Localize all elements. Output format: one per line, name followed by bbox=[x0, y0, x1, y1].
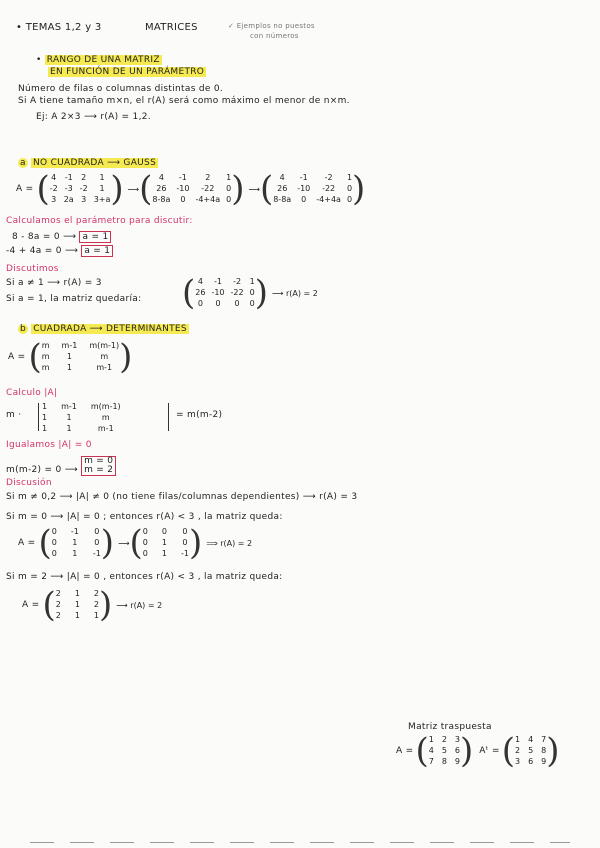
matrix-cell: -2 bbox=[49, 184, 58, 193]
disc-b-matrix-row: A = ( 0 -1 0 0 1 0 0 1 -1 ) ⟶ ( 0 0 0 0 1 0 0 1 -1 ) ⟹ r(A) = 2 bbox=[18, 523, 253, 563]
matrix-cell: 1 bbox=[428, 735, 434, 744]
matrix-cell: -1 bbox=[180, 549, 189, 558]
matrix-cell: 0 bbox=[94, 538, 100, 547]
disc-a-1: Si a ≠ 1 ⟶ r(A) = 3 bbox=[6, 278, 102, 288]
eq-b: m(m-2) = 0 ⟶ m = 0 m = 2 bbox=[6, 456, 116, 476]
disc-b3-matrix-row: A = ( 2 1 2 2 1 2 2 1 1 ) ⟶ r(A) = 2 bbox=[22, 585, 163, 625]
det-matrix bbox=[42, 402, 121, 434]
transpose-at-matrix bbox=[515, 735, 546, 767]
matrix-cell: 0 bbox=[51, 538, 57, 547]
disc-b-matrix-2 bbox=[143, 527, 189, 559]
matrix-cell: 26 bbox=[195, 288, 206, 297]
matrix-cell: 3+a bbox=[93, 195, 111, 204]
transpose-a-matrix bbox=[429, 735, 460, 767]
matrix-cell: -4+4a bbox=[316, 195, 341, 204]
matrix-cell: 1 bbox=[99, 173, 105, 182]
matrix-cell: 0 bbox=[215, 299, 221, 308]
matrix-cell: m(m-1) bbox=[90, 402, 121, 411]
matrix-prefix: A = bbox=[18, 538, 36, 548]
transpose-row: A = ( 1 2 3 4 5 6 7 8 9 ) Aᵗ = ( 1 4 7 2 5 8 3 6 9 ) bbox=[396, 731, 560, 771]
matrix-cell: 6 bbox=[528, 757, 534, 766]
matrix-cell: 1 bbox=[74, 589, 80, 598]
disc-a-2: Si a = 1, la matriz quedaría: bbox=[6, 294, 142, 304]
matrix-prefix: A = bbox=[16, 184, 34, 194]
matrix-cell: m-1 bbox=[96, 363, 113, 372]
matrix-cell: 1 bbox=[66, 352, 72, 361]
topics-label: • TEMAS 1,2 y 3 bbox=[16, 22, 102, 33]
matrix-cell: 0 bbox=[142, 549, 148, 558]
matrix-cell: m(m-1) bbox=[89, 341, 120, 350]
matrix-cell: -1 bbox=[299, 173, 308, 182]
matrix-cell: m bbox=[41, 363, 50, 372]
matrix-cell: 9 bbox=[454, 757, 461, 766]
matrix-cell: 4 bbox=[158, 173, 164, 182]
disc-a-matrix bbox=[195, 277, 254, 309]
matrix-cell: 4 bbox=[51, 173, 57, 182]
matrix-prefix: A = bbox=[22, 600, 40, 610]
matrix-cell: m-1 bbox=[97, 424, 114, 433]
matrix-cell: 1 bbox=[42, 424, 48, 433]
matrix-cell: 2 bbox=[55, 600, 61, 609]
matrix-cell: 1 bbox=[99, 184, 105, 193]
matrix-cell: m bbox=[100, 352, 109, 361]
matrix-cell: 1 bbox=[66, 363, 72, 372]
matrix-cell: 2 bbox=[514, 746, 521, 755]
matrix-b bbox=[42, 341, 119, 373]
matrix-cell: 0 bbox=[182, 527, 188, 536]
matrix-cell: -1 bbox=[214, 277, 222, 286]
matrix-cell: 1 bbox=[66, 424, 72, 433]
matrix-cell: 1 bbox=[72, 538, 78, 547]
matrix-cell: 26 bbox=[156, 184, 167, 193]
matrix-cell: 0 bbox=[301, 195, 307, 204]
matrix-cell: 0 bbox=[234, 299, 240, 308]
matrix-cell: 8 bbox=[541, 746, 547, 755]
matrix-cell: -4+4a bbox=[195, 195, 221, 204]
matrix-cell: 8-8a bbox=[152, 195, 171, 204]
eq-title: Igualamos |A| = 0 bbox=[6, 440, 92, 450]
matrix-cell: 3 bbox=[454, 735, 461, 744]
matrix-cell: 2 bbox=[55, 589, 61, 598]
part-b-heading: b CUADRADA ⟶ DETERMINANTES bbox=[20, 324, 187, 334]
section1-line-2: Si A tiene tamaño m×n, el r(A) será como máximo el menor de n×m. bbox=[18, 96, 350, 106]
matrix-cell: 0 bbox=[161, 527, 167, 536]
matrix-cell: 5 bbox=[528, 746, 534, 755]
disc-b3-matrix bbox=[56, 589, 99, 621]
matrix-cell: 3 bbox=[514, 757, 521, 766]
matrix-cell: -2 bbox=[233, 277, 242, 286]
matrix-cell: 2 bbox=[441, 735, 447, 744]
matrix-cell: 0 bbox=[226, 184, 232, 193]
matrix-a-step1 bbox=[152, 173, 231, 205]
section1-title-2: EN FUNCIÓN DE UN PARÁMETRO bbox=[50, 67, 205, 77]
matrix-cell: 0 bbox=[142, 527, 148, 536]
matrix-cell: 9 bbox=[541, 757, 547, 766]
matrix-cell: 1 bbox=[42, 413, 48, 422]
matrix-cell: 1 bbox=[72, 549, 78, 558]
matrix-cell: -1 bbox=[70, 527, 79, 536]
matrix-a-step2 bbox=[273, 173, 352, 205]
matrix-cell: 1 bbox=[74, 611, 80, 620]
matrix-cell: 0 bbox=[94, 527, 100, 536]
section1-title-1: • RANGO DE UNA MATRIZ bbox=[36, 55, 160, 65]
disc-b-2: Si m = 0 ⟶ |A| = 0 ; entonces r(A) < 3 , la matriz queda: bbox=[6, 512, 283, 522]
matrix-cell: 0 bbox=[346, 195, 353, 204]
matrix-cell: -22 bbox=[230, 288, 244, 297]
matrix-cell: -1 bbox=[92, 549, 101, 558]
matrix-cell: 26 bbox=[277, 184, 288, 193]
matrix-cell: 0 bbox=[226, 195, 232, 204]
matrix-cell: 1 bbox=[514, 735, 521, 744]
matrix-cell: 1 bbox=[74, 600, 80, 609]
matrix-cell: m-1 bbox=[61, 341, 78, 350]
calc-det-title: Calculo |A| bbox=[6, 388, 58, 398]
matrix-cell: 0 bbox=[182, 538, 188, 547]
transpose-a-prefix: A = bbox=[396, 746, 414, 756]
matrix-cell: 2 bbox=[93, 589, 100, 598]
matrix-cell: 7 bbox=[541, 735, 547, 744]
matrix-cell: 0 bbox=[142, 538, 148, 547]
calc-title: Calculamos el parámetro para discutir: bbox=[6, 216, 193, 226]
matrix-cell: 2a bbox=[63, 195, 74, 204]
matrix-cell: 3 bbox=[81, 195, 87, 204]
header-note-1: ✓ Ejemplos no puestos bbox=[228, 22, 315, 30]
matrix-cell: -22 bbox=[201, 184, 215, 193]
matrix-cell: 0 bbox=[197, 299, 203, 308]
disc-b-2-result: ⟹ r(A) = 2 bbox=[206, 538, 253, 548]
matrix-cell: 1 bbox=[42, 402, 48, 411]
matrix-cell: -22 bbox=[322, 184, 336, 193]
part-a-matrix-row: A = ( 4 -1 2 1 -2 -3 -2 1 3 2a 3 3+a ) ⟶ ( 4 -1 2 1 26 -10 -22 0 8-8a 0 -4+4a 0 ) ⟶ ( 4 -1 -2 1 26 -10 -22 0 8-8a 0 -4+4a 0 ) bbox=[16, 169, 366, 209]
matrix-cell: 6 bbox=[454, 746, 461, 755]
matrix-cell: 1 bbox=[66, 413, 72, 422]
matrix-cell: m bbox=[101, 413, 110, 422]
transpose-title: Matriz traspuesta bbox=[408, 722, 492, 732]
eq1: 8 - 8a = 0 ⟶ a = 1 bbox=[12, 232, 111, 242]
matrix-cell: m bbox=[41, 352, 50, 361]
matrix-cell: 0 bbox=[51, 527, 57, 536]
disc-a-result: ⟶ r(A) = 2 bbox=[271, 288, 318, 298]
matrix-cell: -10 bbox=[297, 184, 311, 193]
matrix-a-original bbox=[50, 173, 111, 205]
matrix-cell: 1 bbox=[249, 277, 255, 286]
matrix-cell: 3 bbox=[51, 195, 57, 204]
matrix-cell: -1 bbox=[178, 173, 187, 182]
matrix-cell: -1 bbox=[64, 173, 73, 182]
matrix-cell: 8-8a bbox=[273, 195, 292, 204]
matrix-cell: 8 bbox=[441, 757, 447, 766]
matrix-cell: 0 bbox=[180, 195, 186, 204]
matrix-cell: m-1 bbox=[61, 402, 77, 411]
matrix-cell: -10 bbox=[211, 288, 225, 297]
matrix-cell: 4 bbox=[428, 746, 434, 755]
matrix-cell: 0 bbox=[249, 288, 255, 297]
part-a-heading: a NO CUADRADA ⟶ GAUSS bbox=[20, 158, 157, 168]
matrix-cell: 4 bbox=[279, 173, 285, 182]
page-title: MATRICES bbox=[145, 22, 198, 33]
matrix-cell: 1 bbox=[346, 173, 353, 182]
discuss-b-title: Discusión bbox=[6, 478, 52, 488]
matrix-cell: 4 bbox=[197, 277, 203, 286]
matrix-cell: 1 bbox=[93, 611, 100, 620]
det-matrix-row bbox=[42, 402, 121, 434]
matrix-cell: 0 bbox=[346, 184, 353, 193]
disc-a-matrix-row: ( 4 -1 -2 1 26 -10 -22 0 0 0 0 0 ) ⟶ r(A) = 2 bbox=[182, 273, 318, 313]
matrix-cell: 2 bbox=[55, 611, 61, 620]
header-note-2: con números bbox=[250, 32, 299, 40]
section1-line-3: Ej: A 2×3 ⟶ r(A) = 1,2. bbox=[36, 112, 151, 122]
matrix-cell: -10 bbox=[176, 184, 190, 193]
matrix-cell: 7 bbox=[428, 757, 434, 766]
matrix-cell: 2 bbox=[93, 600, 100, 609]
discuss-a-title: Discutimos bbox=[6, 264, 59, 274]
eq2: -4 + 4a = 0 ⟶ a = 1 bbox=[6, 246, 113, 256]
det-result: = m(m-2) bbox=[176, 410, 223, 420]
disc-b-1: Si m ≠ 0,2 ⟶ |A| ≠ 0 (no tiene filas/columnas dependientes) ⟶ r(A) = 3 bbox=[6, 492, 358, 502]
matrix-cell: -2 bbox=[324, 173, 333, 182]
matrix-cell: 1 bbox=[161, 538, 167, 547]
matrix-cell: 2 bbox=[205, 173, 211, 182]
matrix-cell: 1 bbox=[161, 549, 167, 558]
det-prefix: m · bbox=[6, 410, 22, 420]
matrix-cell: 0 bbox=[51, 549, 57, 558]
matrix-cell: 5 bbox=[441, 746, 447, 755]
matrix-cell: -3 bbox=[64, 184, 73, 193]
transpose-at-prefix: Aᵗ = bbox=[479, 746, 500, 756]
part-b-matrix-row: A = ( m m-1 m(m-1) m 1 m m 1 m-1 ) bbox=[8, 337, 133, 377]
disc-b-3-result: ⟶ r(A) = 2 bbox=[116, 600, 163, 610]
matrix-cell: 1 bbox=[226, 173, 232, 182]
matrix-cell: 0 bbox=[249, 299, 255, 308]
matrix-cell: m bbox=[41, 341, 50, 350]
matrix-cell: 2 bbox=[81, 173, 87, 182]
disc-b-3: Si m = 2 ⟶ |A| = 0 , entonces r(A) < 3 , la matriz queda: bbox=[6, 572, 283, 582]
matrix-cell: -2 bbox=[79, 184, 88, 193]
matrix-cell: 4 bbox=[528, 735, 534, 744]
disc-b-matrix-1 bbox=[52, 527, 101, 559]
section1-line-1: Número de filas o columnas distintas de 0. bbox=[18, 84, 224, 94]
matrix-prefix: A = bbox=[8, 352, 26, 362]
